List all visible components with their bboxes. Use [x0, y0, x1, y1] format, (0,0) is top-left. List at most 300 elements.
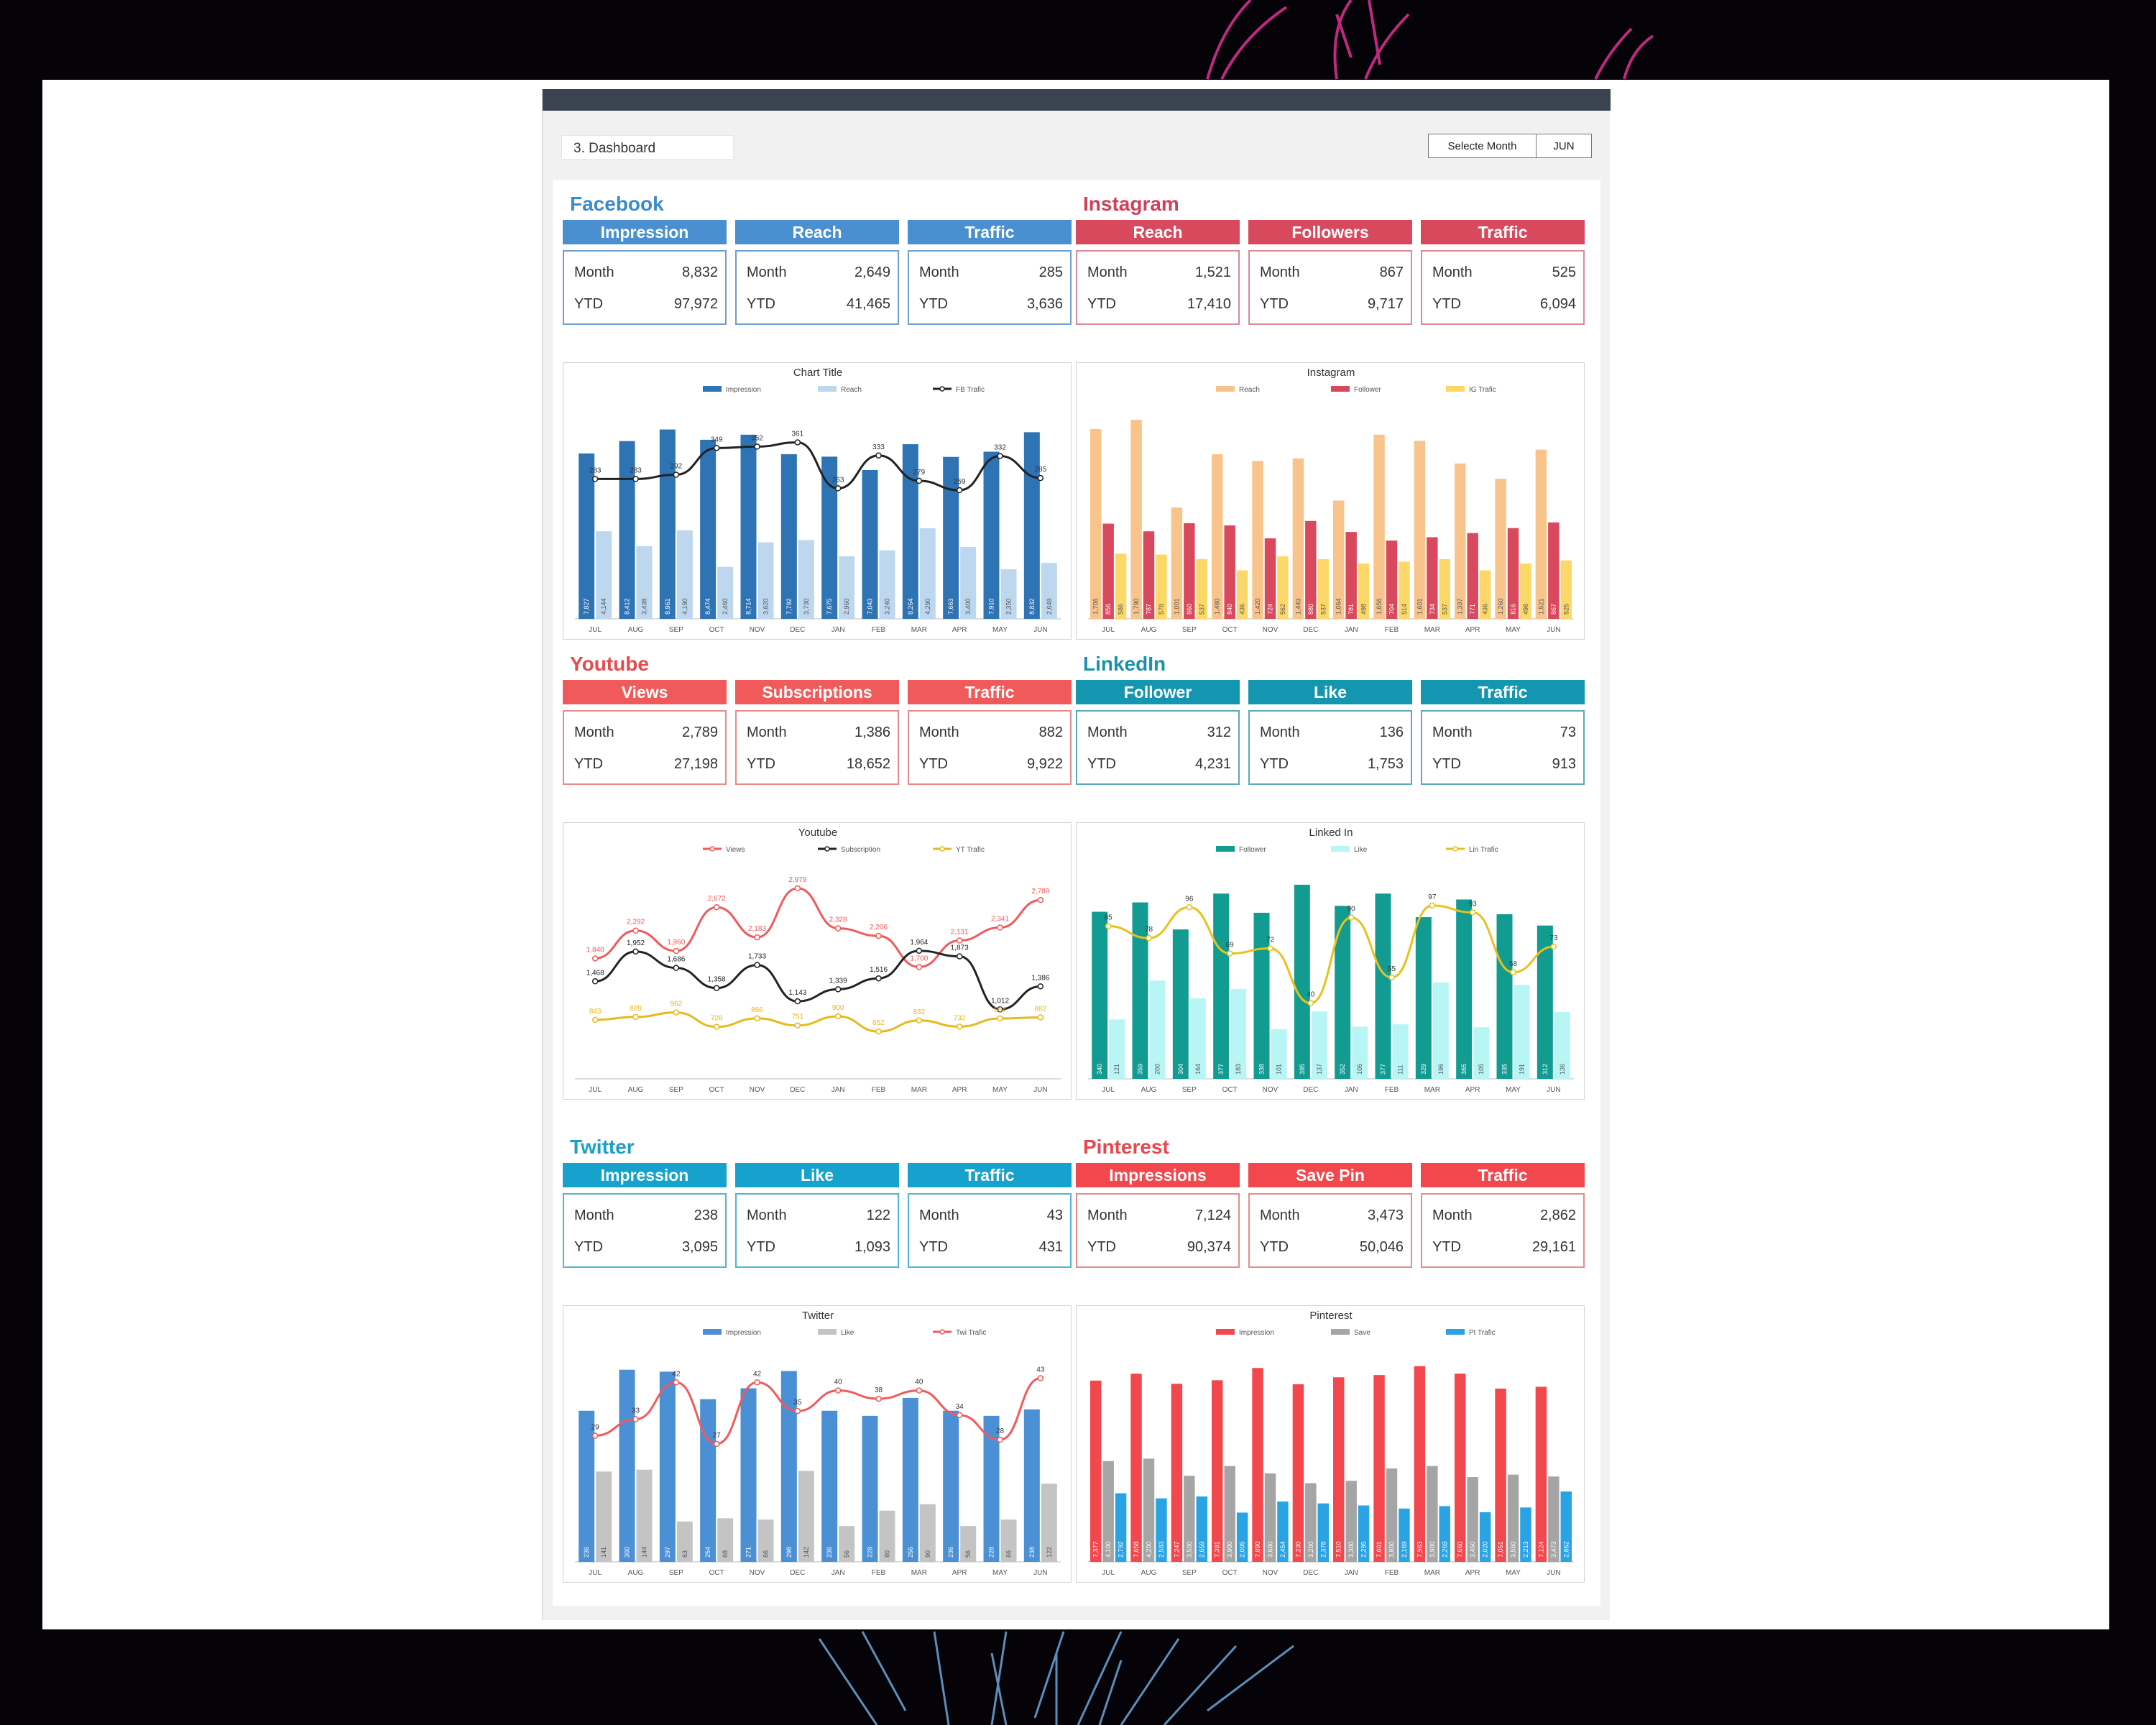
line-data-label: 285 [1034, 466, 1047, 474]
bar [1455, 464, 1465, 619]
x-tick-label: MAR [911, 1569, 927, 1577]
bar-data-label: 338 [1258, 1063, 1266, 1075]
bar-data-label: 90 [923, 1550, 931, 1558]
bar-data-label: 3,900 [1226, 1541, 1234, 1558]
line-point [673, 965, 678, 970]
line-data-label: 1,468 [586, 969, 604, 978]
x-tick-label: JUN [1547, 1086, 1561, 1094]
chart-title: Pinterest [1309, 1310, 1353, 1322]
bar-data-label: 4,190 [681, 598, 688, 615]
line-data-label: 35 [793, 1399, 802, 1407]
bar-data-label: 7,658 [1133, 1541, 1141, 1558]
bar-data-label: 525 [1562, 603, 1570, 615]
bar-data-label: 122 [1045, 1546, 1053, 1558]
bar-data-label: 7,247 [1173, 1541, 1181, 1558]
series-line [595, 951, 1041, 1010]
x-tick-label: SEP [668, 1569, 683, 1577]
bar [660, 1371, 676, 1562]
kpi-header: Traffic [1421, 680, 1585, 704]
bar [1495, 479, 1506, 619]
kpi-values-box [908, 250, 1072, 325]
line-point [1308, 1000, 1313, 1006]
bar-data-label: 7,377 [1092, 1541, 1100, 1558]
bar-data-label: 3,400 [964, 598, 972, 615]
bar [903, 1398, 918, 1562]
kpi-header: Traffic [1421, 220, 1585, 244]
kpi-month-value: 43 [1046, 1208, 1063, 1223]
bar-data-label: 238 [1028, 1546, 1036, 1558]
bar-data-label: 377 [1217, 1063, 1225, 1075]
x-tick-label: MAY [992, 1086, 1008, 1094]
facebook-kpi-reach [735, 220, 899, 325]
bar-data-label: 2,005 [1238, 1541, 1246, 1558]
line-data-label: 90 [1347, 905, 1355, 914]
bar-data-label: 2,020 [1481, 1541, 1489, 1558]
legend-label: Lin Trafic [1469, 846, 1498, 854]
bar [1213, 893, 1229, 1079]
line-data-label: 1,686 [667, 955, 686, 964]
line-point [876, 1397, 881, 1402]
legend-label: Save [1354, 1329, 1370, 1337]
bar-data-label: 734 [1428, 603, 1436, 615]
line-point [998, 454, 1003, 459]
x-tick-label: JUN [1547, 626, 1561, 634]
chart-svg [1077, 823, 1585, 1100]
line-data-label: 889 [630, 1004, 642, 1013]
line-point [998, 925, 1003, 930]
bar-data-label: 8,714 [745, 598, 752, 615]
bar [862, 470, 878, 619]
line-point [916, 478, 921, 483]
bar-data-label: 562 [1279, 603, 1286, 615]
legend-label: Impression [726, 1329, 761, 1337]
line-point [998, 1016, 1003, 1021]
twitter-kpi-like [735, 1163, 899, 1268]
line-point [755, 962, 760, 967]
linkedin-kpi-follower [1076, 680, 1240, 785]
line-point [714, 1024, 719, 1029]
line-point [593, 477, 598, 482]
bar-data-label: 7,675 [826, 598, 834, 615]
line-point [714, 985, 719, 990]
youtube-kpi-traffic [908, 680, 1072, 785]
kpi-header: Traffic [1421, 1163, 1585, 1187]
line-point [593, 1433, 598, 1438]
kpi-values-box [1421, 710, 1585, 785]
line-data-label: 352 [751, 434, 763, 443]
kpi-header: Reach [735, 220, 899, 244]
bar-data-label: 3,550 [1509, 1541, 1517, 1558]
line-point [1038, 476, 1043, 481]
line-point [633, 1014, 638, 1019]
legend-entry [1331, 846, 1368, 854]
x-tick-label: JUL [589, 1086, 602, 1094]
kpi-month-label: Month [1087, 264, 1128, 280]
bar [1092, 912, 1107, 1079]
bar [1130, 1374, 1141, 1562]
kpi-ytd-value: 4,231 [1194, 756, 1231, 772]
bar-data-label: 724 [1266, 603, 1274, 615]
x-tick-label: NOV [749, 626, 765, 634]
kpi-month-label: Month [574, 724, 614, 740]
line-point [916, 948, 921, 953]
line-data-label: 1,964 [910, 938, 929, 947]
legend-label: Impression [1239, 1329, 1274, 1337]
kpi-ytd-value: 1,753 [1367, 756, 1404, 772]
line-data-label: 40 [834, 1378, 842, 1386]
bar [700, 440, 716, 619]
kpi-ytd-label: YTD [1087, 296, 1116, 312]
line-point [755, 1380, 760, 1385]
line-data-label: 72 [1266, 936, 1275, 944]
kpi-ytd-label: YTD [919, 296, 948, 312]
bar-data-label: 586 [1117, 603, 1125, 615]
x-tick-label: JUN [1033, 1086, 1048, 1094]
line-point [795, 1023, 800, 1028]
x-tick-label: AUG [1141, 1086, 1157, 1094]
line-point [673, 472, 678, 477]
bar [1335, 906, 1350, 1079]
line-data-label: 42 [752, 1370, 762, 1379]
bar-data-label: 7,827 [583, 598, 591, 615]
bar [741, 435, 757, 619]
bar [1252, 461, 1263, 619]
line-data-label: 29 [591, 1423, 599, 1432]
line-data-label: 2,292 [626, 918, 645, 926]
bar-data-label: 7,391 [1213, 1541, 1221, 1558]
x-tick-label: JUL [589, 626, 602, 634]
kpi-month-value: 73 [1560, 724, 1576, 740]
line-point [755, 935, 760, 940]
line-data-label: 728 [710, 1014, 723, 1023]
kpi-month-value: 7,124 [1194, 1208, 1231, 1223]
bar [1536, 450, 1547, 619]
bar-data-label: 2,295 [1360, 1541, 1368, 1558]
line-data-label: 2,979 [788, 875, 807, 884]
bar [1495, 1389, 1506, 1562]
x-tick-label: MAY [1506, 626, 1521, 634]
line-data-label: 40 [915, 1378, 923, 1386]
sheet-tab-label[interactable]: 3. Dashboard [561, 135, 734, 160]
bar [660, 430, 676, 619]
line-data-label: 78 [1144, 926, 1153, 934]
legend-label: Like [841, 1329, 854, 1337]
line-data-label: 292 [670, 462, 683, 471]
line-data-label: 2,183 [747, 925, 767, 934]
bar [579, 454, 594, 619]
legend-entry [703, 1329, 761, 1337]
legend-label: Follower [1239, 846, 1266, 854]
bar-data-label: 514 [1400, 603, 1408, 615]
bar [1293, 1384, 1304, 1562]
line-data-label: 333 [872, 443, 885, 451]
x-tick-label: OCT [709, 626, 724, 634]
x-tick-label: APR [1465, 626, 1480, 634]
x-tick-label: DEC [1303, 1569, 1319, 1577]
line-point [673, 949, 678, 954]
line-point [876, 976, 881, 981]
legend-entry [818, 846, 880, 854]
bar-data-label: 781 [1348, 603, 1355, 615]
x-tick-label: MAY [1506, 1569, 1521, 1577]
bar-data-label: 111 [1396, 1064, 1404, 1075]
x-tick-label: MAY [1506, 1086, 1521, 1094]
bar-data-label: 105 [1478, 1063, 1485, 1075]
line-data-label: 652 [872, 1019, 885, 1028]
kpi-ytd-label: YTD [574, 756, 603, 772]
x-tick-label: APR [952, 626, 967, 634]
x-tick-label: MAR [1424, 1569, 1440, 1577]
kpi-header: Impressions [1076, 1163, 1240, 1187]
line-point [836, 987, 841, 992]
x-tick-label: MAR [1424, 626, 1440, 634]
kpi-ytd-label: YTD [747, 756, 775, 772]
kpi-month-label: Month [747, 724, 787, 740]
bar-data-label: 3,600 [1266, 1541, 1274, 1558]
line-data-label: 69 [1225, 941, 1234, 949]
bar-data-label: 4,290 [923, 598, 931, 615]
legend-label: YT Trafic [956, 846, 985, 854]
kpi-ytd-label: YTD [747, 296, 775, 312]
chart-svg [563, 823, 1072, 1100]
bar-data-label: 2,960 [843, 598, 851, 615]
bar-data-label: 228 [987, 1546, 995, 1558]
legend-label: Reach [1239, 386, 1260, 394]
bar [1373, 1375, 1384, 1562]
line-point [957, 954, 962, 959]
bar-data-label: 4,144 [600, 598, 608, 615]
bar-data-label: 2,213 [1521, 1541, 1529, 1558]
line-point [1038, 984, 1043, 989]
month-selector-value[interactable]: JUN [1553, 140, 1575, 152]
bar-data-label: 236 [826, 1546, 834, 1558]
x-tick-label: DEC [790, 1086, 806, 1094]
kpi-month-value: 525 [1552, 264, 1576, 280]
bar-data-label: 771 [1469, 603, 1477, 615]
line-data-label: 58 [1508, 960, 1518, 968]
instagram-title: Instagram [1083, 193, 1179, 215]
kpi-ytd-label: YTD [574, 1239, 603, 1255]
bar-data-label: 2,378 [1319, 1541, 1327, 1558]
x-tick-label: JAN [1344, 1086, 1358, 1094]
bar-data-label: 271 [745, 1546, 752, 1558]
x-tick-label: DEC [790, 626, 806, 634]
line-point [1511, 970, 1516, 975]
twitter-title: Twitter [570, 1136, 635, 1158]
twitter-kpi-traffic [908, 1163, 1072, 1268]
bar-data-label: 8,264 [906, 598, 914, 615]
kpi-header: Followers [1248, 220, 1412, 244]
bar-data-label: 3,300 [1348, 1541, 1355, 1558]
spreadsheet-sheet [542, 89, 1610, 1620]
bar-data-label: 2,583 [1157, 1541, 1165, 1558]
bar-data-label: 1,601 [1416, 598, 1424, 615]
bar-data-label: 8,961 [663, 598, 671, 615]
chart-title: Youtube [798, 827, 838, 839]
kpi-month-value: 867 [1379, 264, 1404, 280]
bar-data-label: 816 [1509, 603, 1517, 615]
kpi-ytd-value: 3,095 [681, 1239, 718, 1255]
line-data-label: 97 [1428, 893, 1437, 901]
bar-data-label: 136 [1558, 1063, 1566, 1075]
bar-data-label: 352 [1339, 1063, 1347, 1075]
kpi-month-value: 1,386 [854, 724, 890, 740]
line-data-label: 93 [1468, 900, 1477, 908]
x-tick-label: APR [1465, 1086, 1480, 1094]
legend-label: Views [726, 846, 745, 854]
line-point [1349, 915, 1354, 920]
bar-data-label: 63 [681, 1550, 688, 1558]
bar-data-label: 1,656 [1376, 598, 1383, 615]
kpi-month-label: Month [574, 264, 614, 280]
kpi-month-value: 136 [1379, 724, 1404, 740]
series-line [595, 888, 1041, 967]
bar-data-label: 4,100 [1105, 1541, 1112, 1558]
line-point [795, 999, 800, 1004]
kpi-month-value: 2,862 [1539, 1208, 1576, 1223]
line-point [957, 1412, 962, 1417]
bar-data-label: 2,460 [722, 598, 729, 615]
kpi-month-value: 3,473 [1367, 1208, 1404, 1223]
bar-data-label: 860 [1185, 603, 1193, 615]
line-point [714, 1441, 719, 1446]
x-tick-label: FEB [1384, 626, 1399, 634]
kpi-header: Reach [1076, 220, 1240, 244]
line-point [1551, 944, 1556, 949]
kpi-ytd-label: YTD [1432, 1239, 1461, 1255]
month-selector-label: Selecte Month [1429, 134, 1537, 157]
bar [741, 1389, 757, 1562]
bar [1090, 1381, 1101, 1562]
kpi-values-box [735, 250, 899, 325]
bar-data-label: 578 [1157, 603, 1165, 615]
bar-data-label: 3,240 [883, 598, 891, 615]
bar-data-label: 3,730 [802, 598, 810, 615]
pinterest-kpi-save-pin [1248, 1163, 1412, 1268]
x-tick-label: MAR [911, 1086, 927, 1094]
bar [1455, 1374, 1465, 1562]
x-tick-label: OCT [1222, 626, 1238, 634]
month-selector[interactable] [1428, 134, 1592, 158]
line-data-label: 1,358 [707, 975, 726, 984]
kpi-header: Impression [563, 1163, 727, 1187]
kpi-ytd-value: 27,198 [673, 756, 718, 772]
bar-data-label: 7,510 [1335, 1541, 1342, 1558]
kpi-values-box [563, 250, 727, 325]
bar [1212, 454, 1222, 619]
line-point [1227, 951, 1233, 956]
bar-data-label: 537 [1198, 603, 1206, 615]
bar-data-label: 2,350 [1005, 598, 1013, 615]
dashboard-panel [553, 180, 1600, 1606]
kpi-header: Traffic [908, 220, 1072, 244]
line-data-label: 259 [953, 478, 966, 487]
bar [1416, 917, 1432, 1079]
youtube-chart [563, 822, 1072, 1100]
bar [1090, 429, 1101, 619]
bar-data-label: 7,660 [1456, 1541, 1464, 1558]
line-data-label: 2,131 [950, 928, 969, 937]
bar-data-label: 335 [1501, 1063, 1508, 1075]
bar-data-label: 7,601 [1376, 1541, 1383, 1558]
x-tick-label: OCT [1222, 1086, 1238, 1094]
bar-data-label: 1,260 [1497, 598, 1505, 615]
kpi-month-label: Month [1260, 264, 1300, 280]
bar-data-label: 1,706 [1092, 598, 1100, 615]
bar-data-label: 2,659 [1198, 1541, 1206, 1558]
line-data-label: 2,206 [869, 924, 888, 932]
bar-data-label: 7,890 [1254, 1541, 1262, 1558]
bar [1497, 914, 1513, 1079]
legend-label: Follower [1354, 386, 1381, 394]
line-data-label: 1,339 [829, 977, 847, 985]
kpi-header: Like [1248, 680, 1412, 704]
kpi-header: Traffic [908, 680, 1072, 704]
line-point [714, 446, 719, 451]
legend-entry [818, 1329, 854, 1337]
bar-data-label: 8,832 [1028, 598, 1036, 615]
line-point [633, 928, 638, 933]
bar [1294, 885, 1310, 1079]
bar-data-label: 2,269 [1441, 1541, 1449, 1558]
sheet-header-bar [543, 89, 1611, 111]
kpi-month-label: Month [1260, 724, 1300, 740]
bar-data-label: 1,790 [1133, 598, 1141, 615]
line-data-label: 1,516 [869, 966, 888, 975]
bar-data-label: 7,230 [1294, 1541, 1302, 1558]
kpi-values-box [1248, 1193, 1412, 1268]
kpi-ytd-value: 913 [1552, 756, 1576, 772]
bar-data-label: 2,169 [1400, 1541, 1408, 1558]
chart-title: Instagram [1307, 367, 1355, 379]
line-point [957, 1024, 962, 1029]
kpi-values-box [1421, 1193, 1585, 1268]
line-point [673, 1380, 678, 1385]
line-point [1106, 924, 1111, 929]
kpi-ytd-label: YTD [1432, 756, 1461, 772]
bar-data-label: 1,521 [1537, 598, 1545, 615]
bar [1373, 435, 1384, 619]
bar-data-label: 1,397 [1456, 598, 1464, 615]
chart-title: Twitter [801, 1310, 834, 1322]
bar-data-label: 4,200 [1145, 1541, 1153, 1558]
x-tick-label: JUN [1033, 626, 1048, 634]
line-data-label: 34 [955, 1402, 964, 1411]
bar-data-label: 365 [1460, 1063, 1468, 1075]
kpi-month-label: Month [919, 1208, 959, 1223]
linkedin-kpi-like [1248, 680, 1412, 785]
line-data-label: 283 [589, 466, 602, 475]
line-point [1268, 946, 1273, 951]
bar [1173, 929, 1189, 1079]
line-point [1187, 905, 1192, 910]
x-tick-label: NOV [749, 1086, 765, 1094]
line-point [836, 926, 841, 931]
bar-data-label: 236 [947, 1546, 955, 1558]
bar-data-label: 3,200 [1307, 1541, 1314, 1558]
x-tick-label: MAY [992, 626, 1008, 634]
bar-data-label: 304 [1176, 1063, 1184, 1075]
line-point [633, 949, 638, 954]
kpi-month-label: Month [919, 724, 959, 740]
line-data-label: 279 [913, 468, 926, 477]
legend-label: Twi Trafic [956, 1329, 987, 1337]
legend-entry [1331, 386, 1381, 394]
bar-data-label: 1,420 [1254, 598, 1262, 615]
kpi-month-label: Month [574, 1208, 614, 1223]
chart-svg [1077, 1306, 1585, 1583]
twitter-kpi-impression [563, 1163, 727, 1268]
